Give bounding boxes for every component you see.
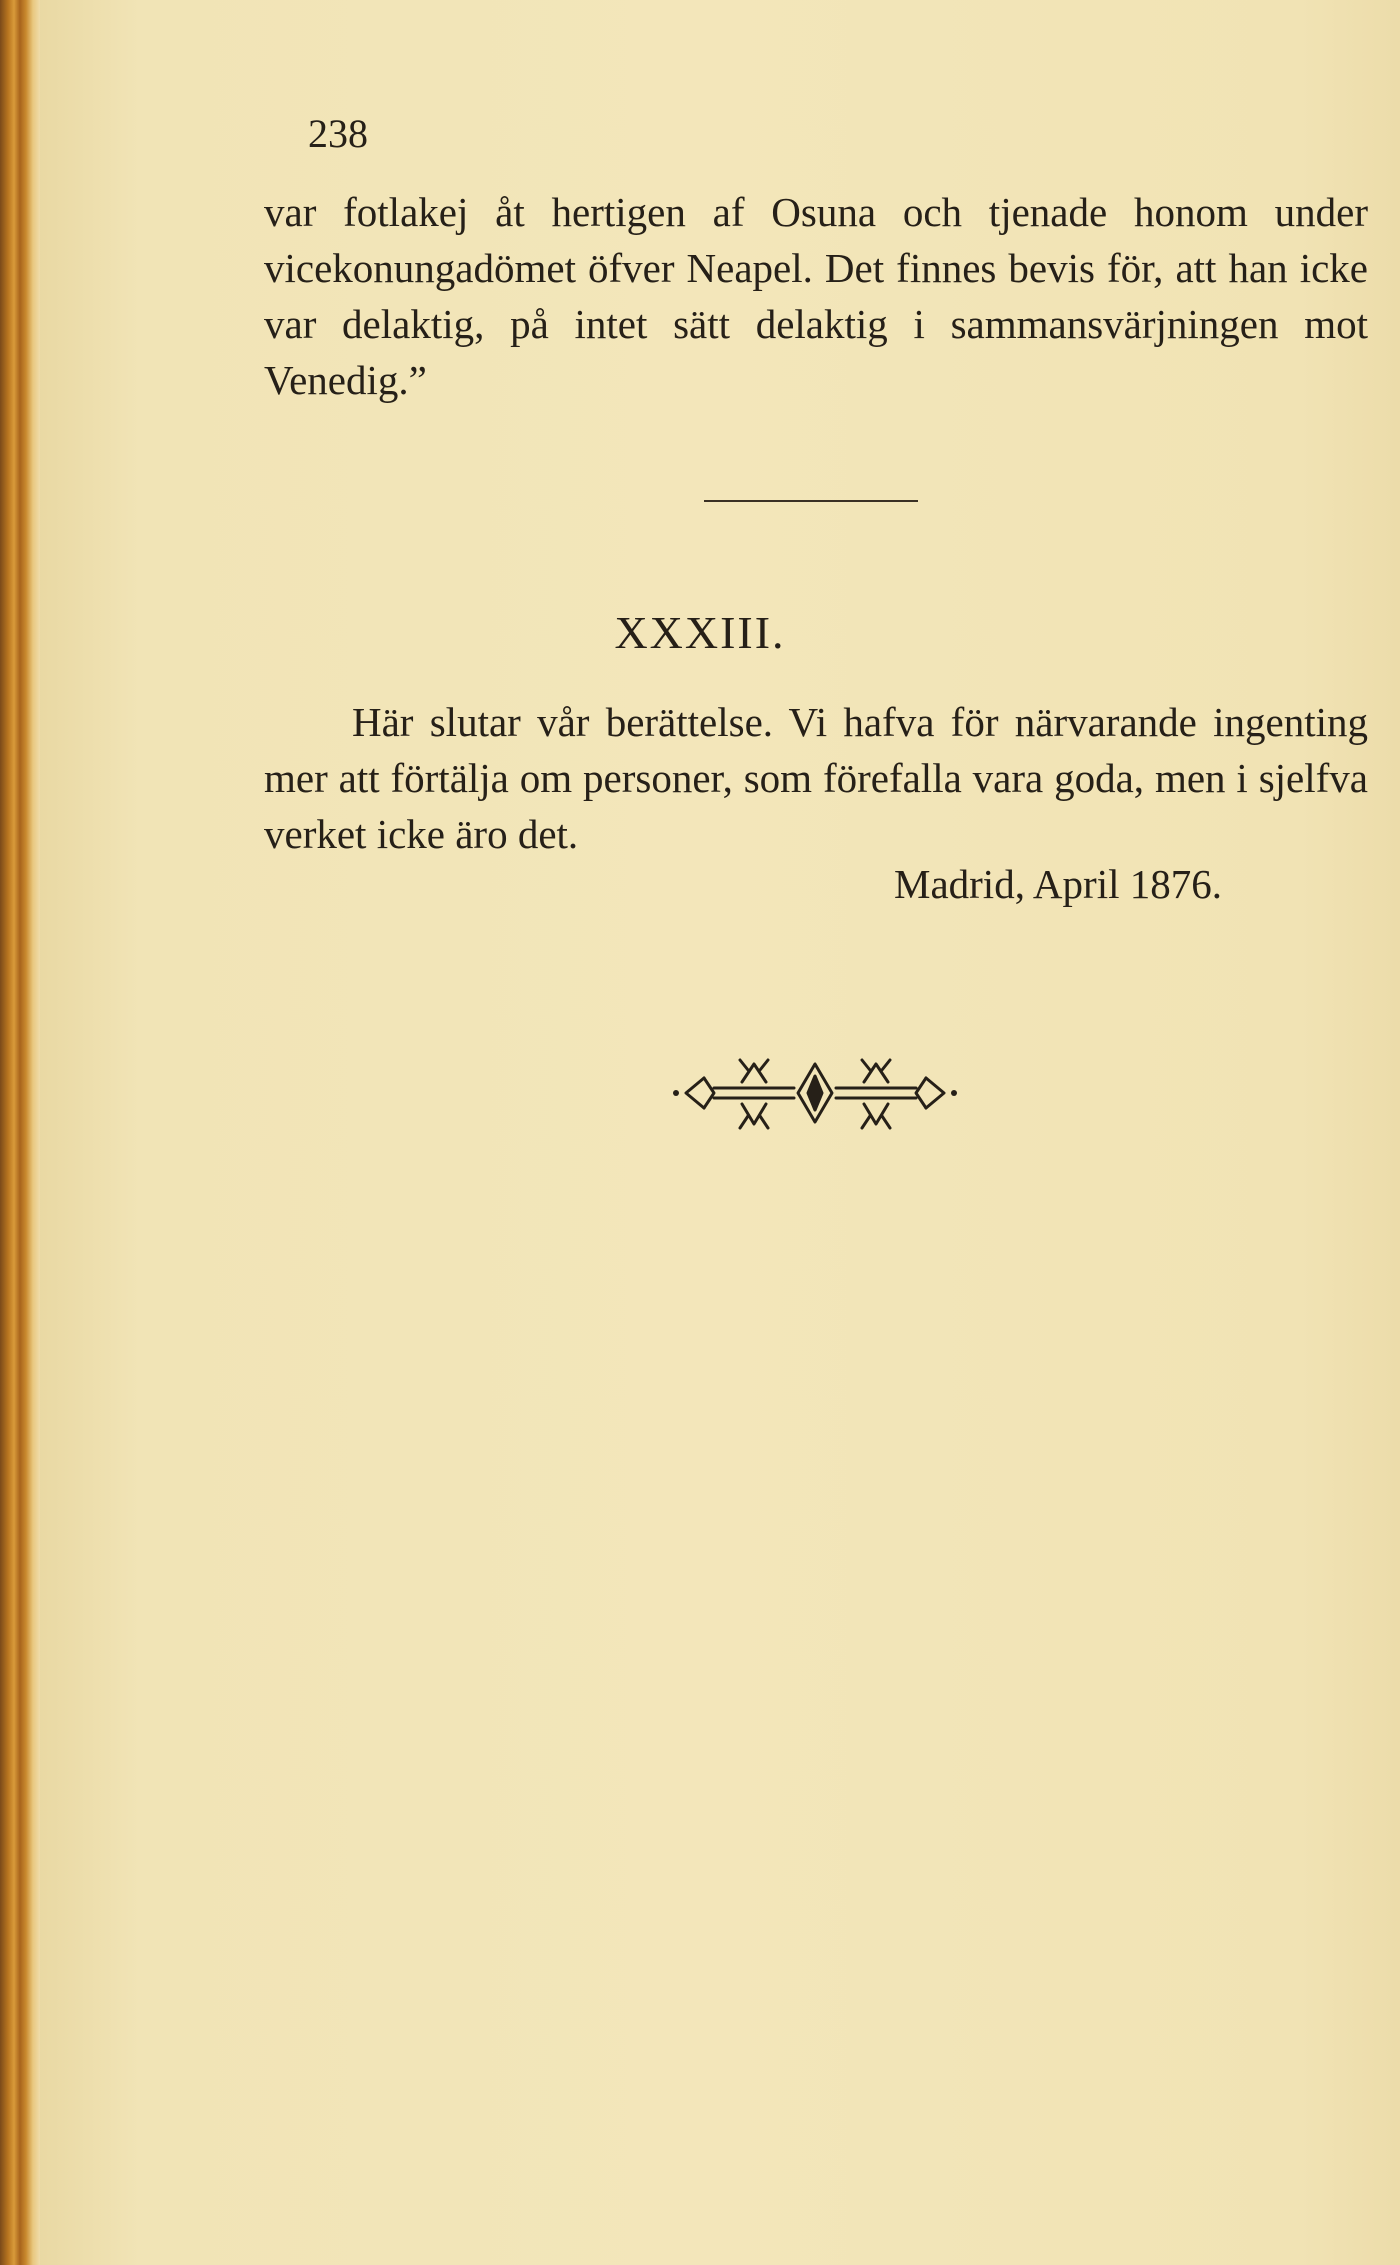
chapter-heading: XXXIII. [614,607,786,658]
paragraph-continuation: var fotlakej åt hertigen af Osuna och tjenade honom under vicekonungadömet öfver Neapel. Det finnes bevis för, att han icke var delaktig, på intet sätt delaktig i sammansvärjningen mot Venedig.” [264,189,1368,403]
fleuron-ornament-icon [670,1048,960,1138]
book-spine-edge [0,0,40,2265]
signoff-place-date: Madrid, April 1876. [894,861,1222,907]
paragraph-closing: Här slutar vår berättelse. Vi hafva för närvarande ingenting mer att förtälja om personer, som förefalla vara goda, men i sjelfva verket icke äro det. [264,699,1368,857]
page-number: 238 [308,111,368,156]
section-divider-rule [704,500,918,502]
